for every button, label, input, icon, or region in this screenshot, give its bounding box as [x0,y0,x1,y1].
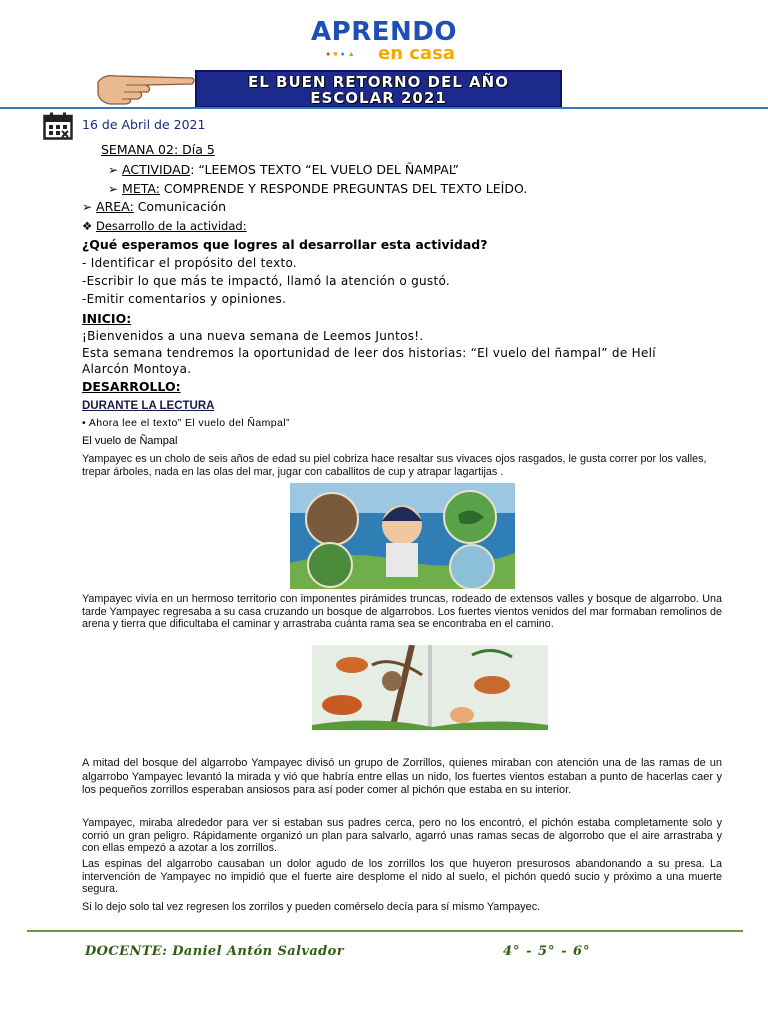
ahora-instruction [82,417,290,429]
story-paragraph: Yampayec es un cholo de seis años de edad su piel cobriza hace resaltar sus vivaces ojos rasgados, le gusta correr por los valles, trepar árboles, nada en las olas del mar, jugar con caballitos de cup y atrapar lagartijas . [82,453,707,478]
semana-heading: SEMANA 02: Día 5 [101,142,215,157]
logo-dots-icon: ●■●▲ [326,51,358,58]
meta-text: COMPRENDE Y RESPONDE PREGUNTAS DEL TEXTO LEÍDO. [159,181,528,196]
inicio-heading: INICIO: [82,311,132,326]
objetivo-item: - Identificar el propósito del texto. [82,256,298,270]
banner-line-1: EL BUEN RETORNO DEL AÑO [248,73,509,91]
actividad-text: : “LEEMOS TEXTO “EL VUELO DEL ÑAMPAL” [190,162,459,177]
bullet-icon: • [82,417,87,429]
banner-buen-retorno [195,70,562,108]
durante-lectura-heading: DURANTE LA LECTURA [82,400,215,412]
story-paragraph: Las espinas del algarrobo causaban un dolor agudo de los zorrillos los que huyeron presurosos abandonando a su presa. La intervención de Yampayec no impidió que el fuerte aire desplome el nido al suelo, el pichón quedó sucio y próximo a una muerte segura. [82,858,722,895]
footer-divider [27,930,743,932]
story-illustration-1 [290,483,515,589]
objetivo-item: -Emitir comentarios y opiniones. [82,292,287,306]
pregunta-heading: ¿Qué esperamos que logres al desarrollar esta actividad? [82,237,488,252]
area-text: Comunicación [133,199,227,214]
footer-docente: DOCENTE: Daniel Antón Salvador [85,944,344,959]
pointing-hand-icon [96,72,196,106]
logo-subtitle: en casa [378,43,455,64]
desarrollo-heading: DESARROLLO: [82,379,181,394]
arrow-bullet-icon: ➢ [82,200,93,214]
desarrollo-actividad-line [82,219,247,233]
header-divider [0,107,768,109]
objetivo-item: -Escribir lo que más te impactó, llamó la atención o gustó. [82,274,451,288]
desarrollo-actividad-label: Desarrollo de la actividad: [95,219,247,233]
calendar-icon [43,112,73,140]
ahora-text: Ahora lee el texto” El vuelo del Ñampal” [88,417,290,429]
actividad-label: ACTIVIDAD [122,162,191,177]
story-paragraph: Si lo dejo solo tal vez regresen los zorrilos y pueden comérselo decía para sí mismo Yampayec. [82,901,541,913]
arrow-bullet-icon: ➢ [108,163,119,177]
banner-line-2: ESCOLAR 2021 [310,89,447,107]
story-paragraph: Yampayec vivía en un hermoso territorio con imponentes pirámides truncas, rodeado de extensos valles y bosque de algarrobo. Una tarde Yampayec regresaba a su casa cruzando un bosque de algarrobos. Los fuertes vientos venidos del mar formaban remolinos de arena y tierra que dificultaba el caminar y arrastraba cuánta rama sea se encontraba en el camino. [82,593,722,630]
inicio-paragraph: Esta semana tendremos la oportunidad de leer dos historias: “El vuelo del ñampal” de Helí Alarcón Montoya. [82,346,656,376]
area-label: AREA: [96,199,134,214]
actividad-line [108,162,459,177]
meta-label: META: [122,181,160,196]
date-text: 16 de Abril de 2021 [82,117,206,132]
arrow-bullet-icon: ➢ [108,182,119,196]
diamond-bullet-icon: ❖ [82,219,93,233]
inicio-welcome: ¡Bienvenidos a una nueva semana de Leemos Juntos!. [82,329,424,343]
meta-line [108,181,527,196]
story-title: El vuelo de Ñampal [82,435,178,447]
story-illustration-2 [312,645,548,730]
aprendo-en-casa-logo [0,18,768,64]
story-paragraph: Yampayec, miraba alrededor para ver si estaban sus padres cerca, pero no los encontró, el pichón estaba completamente solo y corrió un gran peligro. Rápidamente organizó un plan para salvarlo, agarró unas ramas secas de algorrobo que el aire arrastraba y con ellas empezó a azotar a los zorrillos. [82,817,722,854]
footer-grados: 4° - 5° - 6° [503,944,591,959]
logo-title: APRENDO [311,17,457,47]
area-line [82,199,226,214]
story-paragraph: A mitad del bosque del algarrobo Yampayec divisó un grupo de Zorrillos, quienes miraban con atención una de las ramas de un algarrobo Yampayec levantó la mirada y vió que habría entre ellas un nido, los fuertes vientos estaban a punto de hacerlas caer y los pequeños zorrillos esperaban ansiosos para así poder comer al pichón que estaba en su interior. [82,757,722,796]
